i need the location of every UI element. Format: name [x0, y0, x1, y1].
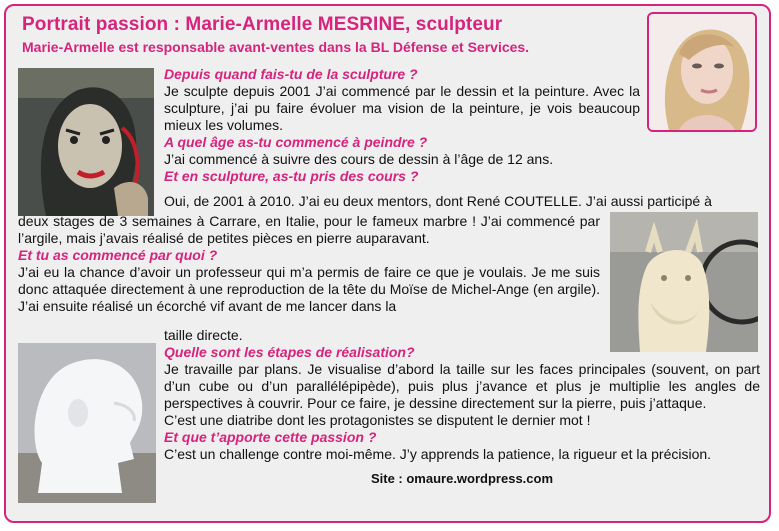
- answer-5: Je travaille par plans. Je visualise d’abord la taille sur les faces principales (souvent, on part d’un cube ou d’un parallélépipède), puis plus j’avance et plus je multiplie les angles de perspectives à couvrir. Pour ce faire, je dessine directement sur la pierre, puis j’attaque.: [164, 361, 760, 411]
- answer-1: Je sculpte depuis 2001 J’ai commencé par le dessin et la peinture. Avec la sculpture, j’ai pu faire évoluer ma vision de la peinture, je vois beaucoup mieux les volumes.: [164, 83, 640, 133]
- answer-3-first-line: Oui, de 2001 à 2010. J’ai eu deux mentors, dont René COUTELLE. J’ai aussi participé à: [164, 193, 712, 209]
- article-subtitle: Marie-Armelle est responsable avant-ventes dans la BL Défense et Services.: [22, 39, 530, 55]
- painting-image: [18, 68, 154, 216]
- qa-column-bottom: [164, 344, 760, 487]
- answer-6: C’est un challenge contre moi-même. J’y apprends la patience, la rigueur et la précision.: [164, 446, 712, 462]
- answer-3-first-line-wrap: [164, 193, 760, 210]
- qa-column-top: [164, 66, 640, 185]
- question-1: Depuis quand fais-tu de la sculpture ?: [164, 66, 418, 82]
- portrait-card: [4, 4, 771, 523]
- portrait-photo: [647, 12, 757, 132]
- question-3: Et en sculpture, as-tu pris des cours ?: [164, 168, 419, 184]
- qa-column-middle: [18, 213, 600, 315]
- answer-4-tail-wrap: [164, 327, 604, 344]
- answer-2: J’ai commencé à suivre des cours de dessin à l’âge de 12 ans.: [164, 151, 554, 167]
- moise-sculpture-image: [610, 212, 758, 352]
- answer-3-rest: deux stages de 3 semaines à Carrare, en Italie, pour le fameux marbre ! J’ai commencé par l’argile, mais j’avais réalisé de petites pièces en pierre auparavant.: [18, 213, 600, 246]
- question-4: Et tu as commencé par quoi ?: [18, 247, 218, 263]
- question-6: Et que t’apporte cette passion ?: [164, 429, 377, 445]
- bust-sculpture-image: [18, 343, 156, 503]
- answer-5-extra: C’est une diatribe dont les protagonistes se disputent le dernier mot !: [164, 412, 591, 428]
- answer-4: J’ai eu la chance d’avoir un professeur qui m’a permis de faire ce que je voulais. Je me suis donc attaquée directement à une reproduction de la tête du Moïse de Michel-Ange (en argile). J’ai ensuite réalisé un écorché vif avant de me lancer dans la: [18, 264, 600, 314]
- question-5: Quelle sont les étapes de réalisation?: [164, 344, 415, 360]
- answer-4-tail: taille directe.: [164, 327, 243, 343]
- question-2: A quel âge as-tu commencé à peindre ?: [164, 134, 428, 150]
- article-title: Portrait passion : Marie-Armelle MESRINE, sculpteur: [22, 14, 503, 35]
- site-link[interactable]: Site : omaure.wordpress.com: [370, 471, 554, 486]
